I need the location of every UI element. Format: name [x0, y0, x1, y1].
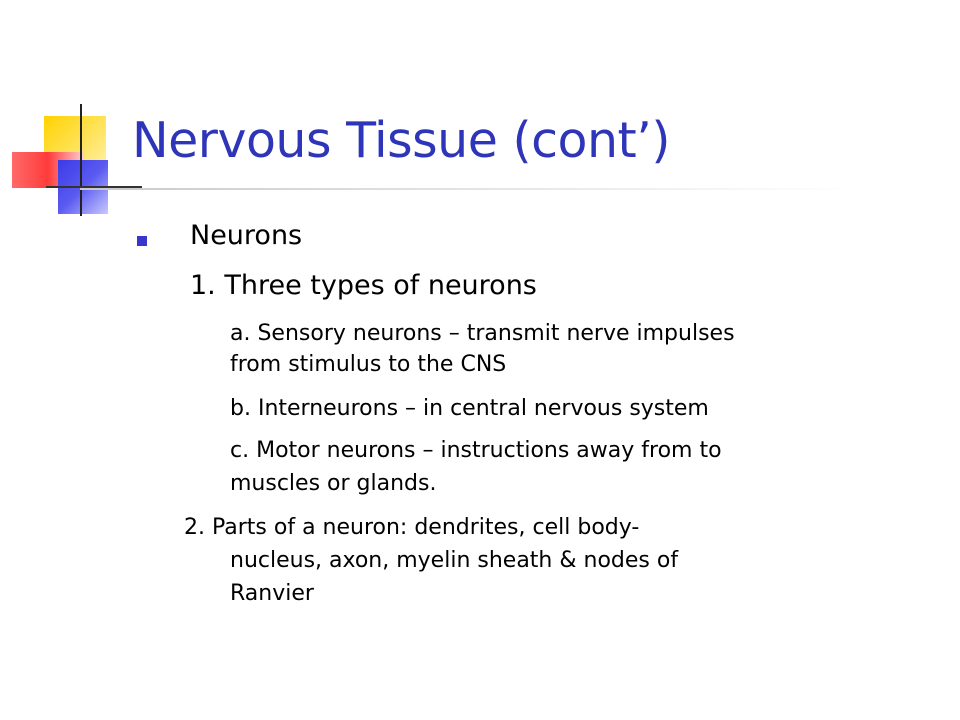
title-underline: [80, 188, 860, 190]
sub-item-a-line2: from stimulus to the CNS: [230, 352, 507, 377]
item-parts-line3: Ranvier: [230, 581, 314, 606]
corner-ornament: [0, 0, 140, 230]
item-parts-line1: 2. Parts of a neuron: dendrites, cell body-: [184, 515, 640, 540]
item-parts-line2: nucleus, axon, myelin sheath & nodes of: [230, 548, 679, 573]
item-three-types: 1. Three types of neurons: [190, 270, 537, 301]
slide-title: Nervous Tissue (cont’): [132, 112, 670, 169]
square-bullet-icon: [137, 236, 147, 246]
bullet-neurons: Neurons: [190, 220, 303, 251]
vertical-line-decoration: [80, 104, 82, 216]
sub-item-c-line2: muscles or glands.: [230, 471, 437, 496]
sub-item-a-line1: a. Sensory neurons – transmit nerve impulses: [230, 321, 735, 346]
sub-item-b: b. Interneurons – in central nervous system: [230, 396, 709, 421]
sub-item-c-line1: c. Motor neurons – instructions away from to: [230, 438, 722, 463]
